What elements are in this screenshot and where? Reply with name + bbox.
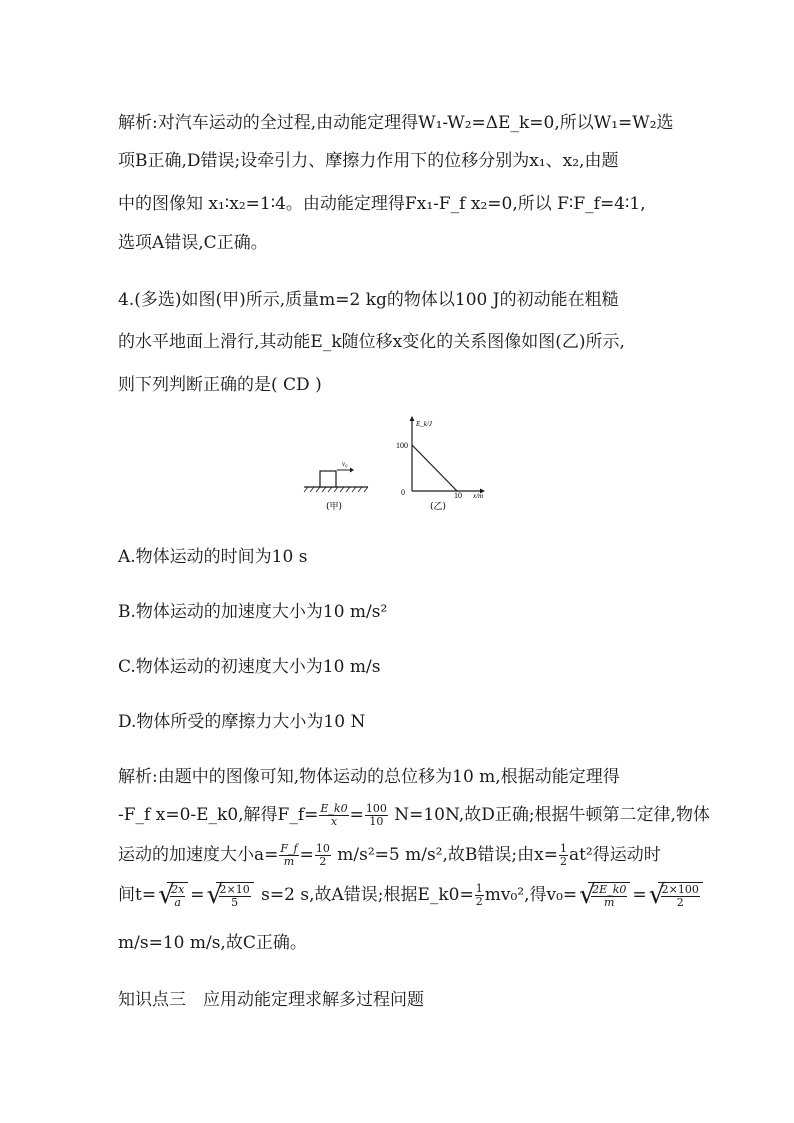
ground-hatch <box>304 487 368 492</box>
analysis-2-line-1: 解析:由题中的图像可知,物体运动的总位移为10 m,根据动能定理得 <box>118 767 620 787</box>
figure-svg <box>290 415 510 515</box>
fraction-numerator: 2×10 <box>219 883 250 896</box>
fraction-numerator: 1 <box>475 882 483 895</box>
fraction-1-over-2 <box>475 883 484 908</box>
v0-label: v₀ <box>342 460 348 468</box>
text-segment: at²得运动时 <box>568 845 661 865</box>
fraction-denominator: 2 <box>475 895 483 908</box>
fraction-2ek0-over-m <box>591 884 627 909</box>
radical-sign: √ <box>579 880 596 910</box>
fraction-numerator: 2x <box>171 883 185 896</box>
text-segment: mv₀²,得v₀= <box>484 885 578 905</box>
yi-label: (乙) <box>430 502 447 512</box>
origin-label: 0 <box>401 488 405 497</box>
y-tick-100: 100 <box>396 441 408 450</box>
fraction-denominator: x <box>330 815 338 828</box>
text-segment: N=10N,故D正确;根据牛顿第二定律,物体 <box>394 805 710 825</box>
text-segment: m/s²=5 m/s²,故B错误;由x= <box>337 845 558 865</box>
fraction-2x100-over-2 <box>661 884 700 909</box>
question-line: 的水平地面上滑行,其动能E_k随位移x变化的关系图像如图(乙)所示, <box>118 332 625 352</box>
fraction-denominator: 2 <box>559 855 567 868</box>
fraction-denominator: 2 <box>676 896 684 909</box>
text-segment: 间t= <box>118 885 157 905</box>
jia-label: (甲) <box>326 502 343 512</box>
text-segment: s=2 s,故A错误;根据E_k0= <box>261 885 474 905</box>
radical-sign: √ <box>648 880 666 910</box>
analysis-1-line: 解析:对汽车运动的全过程,由动能定理得W₁-W₂=ΔE_k=0,所以W₁=W₂选 <box>118 113 674 133</box>
radical-sign: √ <box>158 880 175 910</box>
figure-yi <box>396 416 485 512</box>
y-axis-arrow <box>410 416 415 421</box>
analysis-2-line-3: 运动的加速度大小a= $\frac{F\_f}{m}$ = $\frac{10}{2}$ m/s²=5 m/s²,故B错误;由x= $\frac{1}{2}$ at²得运动时 <box>118 842 661 868</box>
fraction-denominator: m <box>604 896 615 909</box>
section-heading: 知识点三 应用动能定理求解多过程问题 <box>118 990 424 1010</box>
velocity-arrowhead <box>350 468 354 473</box>
sqrt-2ek0-over-m <box>579 882 630 909</box>
sqrt-200-over-2 <box>649 882 703 909</box>
fraction-10-over-2 <box>315 843 331 868</box>
fraction-numerator: 2E_k0 <box>592 883 627 896</box>
block <box>320 471 336 487</box>
sqrt-20-over-5 <box>207 882 254 909</box>
text-segment: 运动的加速度大小a= <box>118 845 279 865</box>
analysis-2-line-2: -F_f x=0-E_k0,解得F_f= $\frac{E\_k0}{x}$ = $\frac{100}{10}$ N=10N,故D正确;根据牛顿第二定律,物体 <box>118 802 710 828</box>
analysis-1-line: 项B正确,D错误;设牵引力、摩擦力作用下的位移分别为x₁、x₂,由题 <box>118 151 619 171</box>
question-line: 4.(多选)如图(甲)所示,质量m=2 kg的物体以100 J的初动能在粗糙 <box>118 290 619 310</box>
fraction-ff-over-m <box>279 843 298 868</box>
fraction-1-over-2 <box>559 843 568 868</box>
text-segment: -F_f x=0-E_k0,解得F_f= <box>118 805 319 825</box>
sqrt-2x-over-a <box>158 882 188 909</box>
fraction-denominator: 2 <box>319 855 327 868</box>
analysis-2-line-5: m/s=10 m/s,故C正确。 <box>118 933 307 953</box>
option-a: A.物体运动的时间为10 s <box>118 547 308 567</box>
fraction-denominator: m <box>283 855 295 868</box>
analysis-1-line: 选项A错误,C正确。 <box>118 233 268 253</box>
x-axis-label: x/m <box>473 492 484 500</box>
fraction-denominator: a <box>174 896 181 909</box>
fraction-numerator: F_f <box>280 842 298 855</box>
x-tick-10: 10 <box>454 491 462 500</box>
radical-sign: √ <box>206 880 224 910</box>
figure <box>290 415 510 515</box>
analysis-2-line-4: 间t= √ $\frac{2x}{a}$ = √ $\frac{2\times 10}{5}$ s=2 s,故A错误;根据E_k0= $\frac{1}{2}$ mv₀²,得v₀= √ $\frac{2E\_k0}{m}$ = √ $\frac{2\times 100}{2}$ <box>118 880 705 909</box>
fraction-ek0-over-x <box>319 803 348 828</box>
fraction-numerator: 100 <box>365 802 387 815</box>
fraction-denominator: 5 <box>231 896 239 909</box>
fraction-numerator: 2×100 <box>661 883 699 896</box>
option-b: B.物体运动的加速度大小为10 m/s² <box>118 602 388 622</box>
option-d: D.物体所受的摩擦力大小为10 N <box>118 712 366 732</box>
figure-jia <box>304 460 368 512</box>
fraction-numerator: 1 <box>559 842 567 855</box>
fraction-denominator: 10 <box>369 815 384 828</box>
data-line <box>412 445 457 491</box>
fraction-numerator: E_k0 <box>320 802 348 815</box>
option-c: C.物体运动的初速度大小为10 m/s <box>118 657 381 677</box>
y-axis-label: E_k/J <box>416 420 432 428</box>
fraction-100-over-10 <box>365 803 388 828</box>
fraction-numerator: 10 <box>315 842 330 855</box>
question-line: 则下列判断正确的是( CD ) <box>118 375 322 395</box>
analysis-1-line: 中的图像知 x₁∶x₂=1∶4。由动能定理得Fx₁-F_f x₂=0,所以 F∶F_f=4∶1, <box>118 194 646 214</box>
fraction-2x10-over-5 <box>219 884 251 909</box>
